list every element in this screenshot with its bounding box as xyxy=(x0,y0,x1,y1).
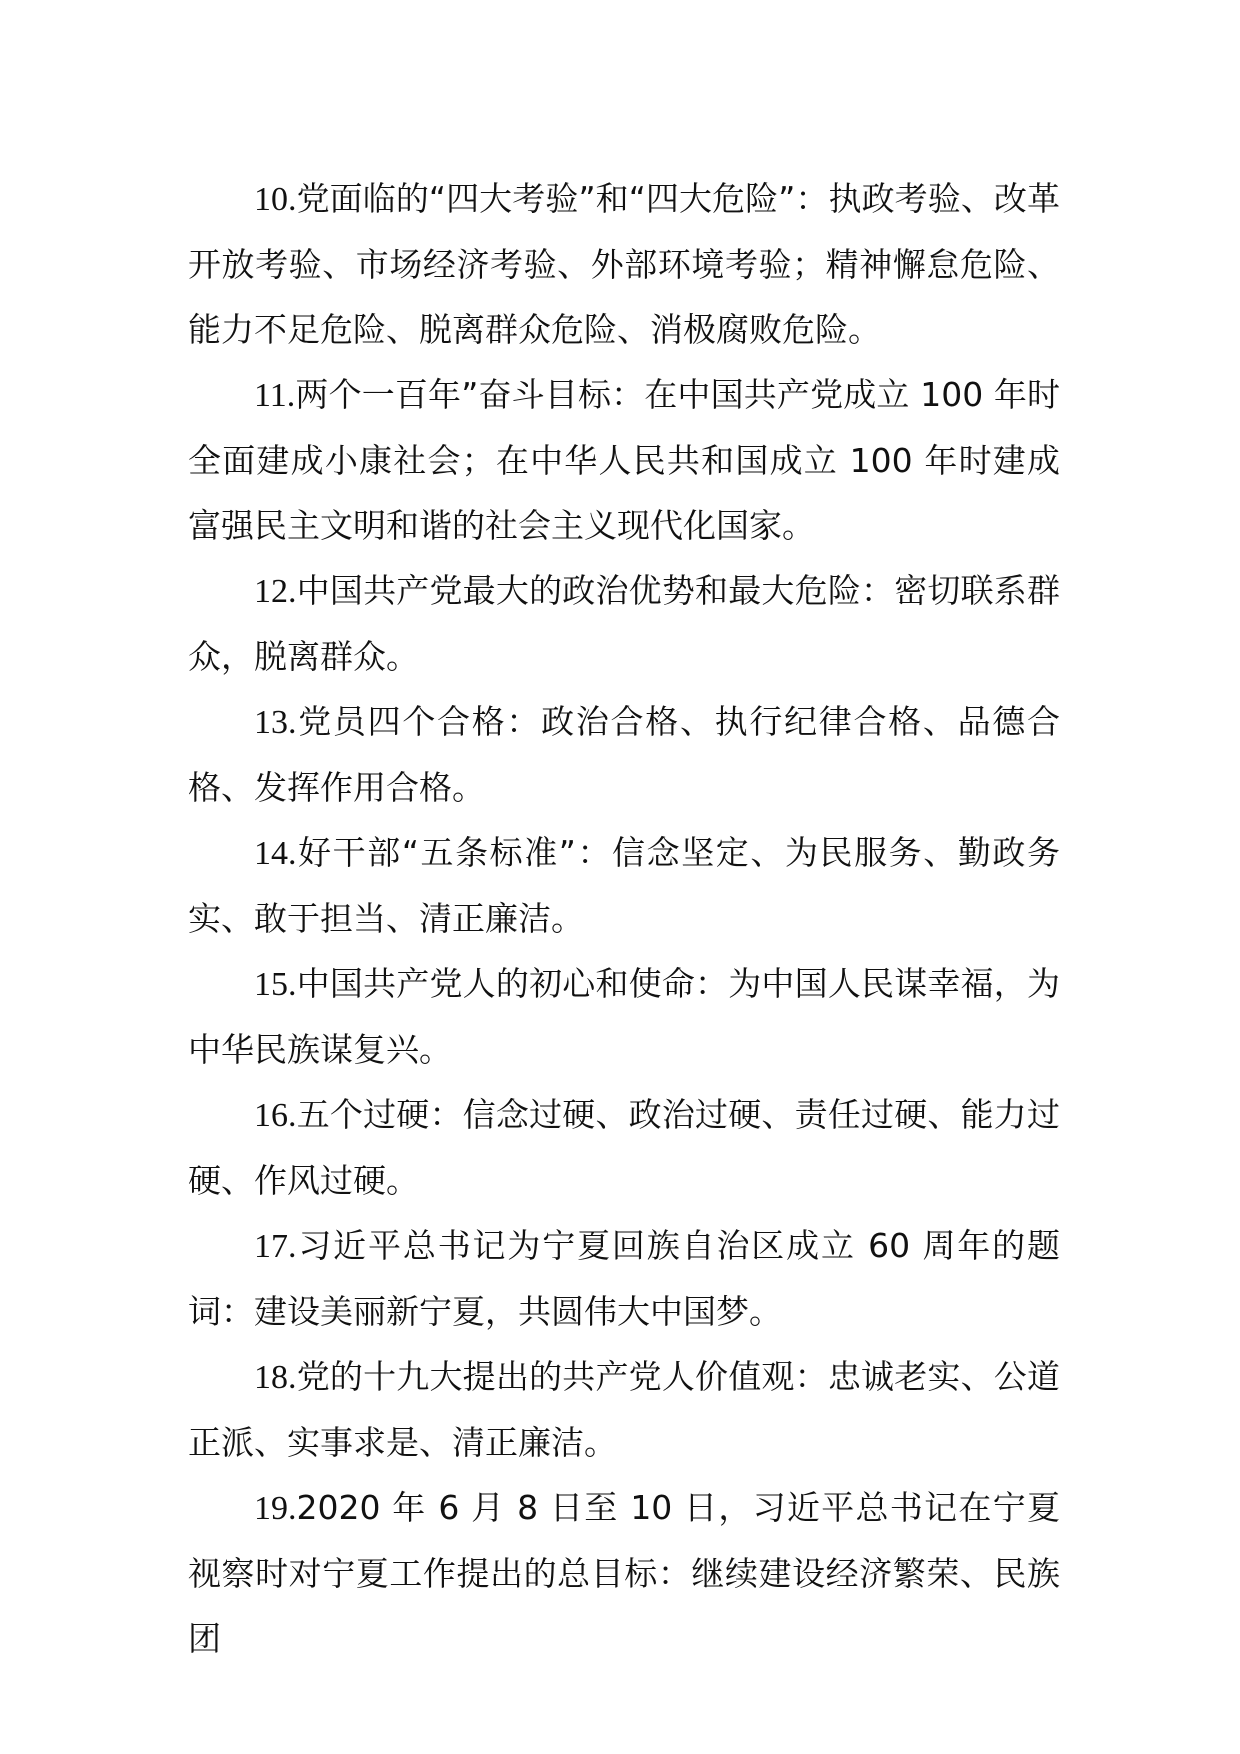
paragraph-text: 五个过硬：信念过硬、政治过硬、责任过硬、能力过硬、作风过硬。 xyxy=(188,1095,1060,1200)
paragraph-16 xyxy=(188,1082,1060,1213)
paragraph-number: 15. xyxy=(254,966,297,1003)
paragraph-15 xyxy=(188,951,1060,1082)
paragraph-text: 党的十九大提出的共产党人价值观：忠诚老实、公道正派、实事求是、清正廉洁。 xyxy=(188,1357,1060,1462)
paragraph-10 xyxy=(188,166,1060,362)
paragraph-text: 习近平总书记为宁夏回族自治区成立 60 周年的题词：建设美丽新宁夏，共圆伟大中国梦。 xyxy=(188,1226,1060,1331)
paragraph-text: 两个一百年”奋斗目标：在中国共产党成立 100 年时全面建成小康社会；在中华人民共和国成立 100 年时建成富强民主文明和谐的社会主义现代化国家。 xyxy=(188,375,1060,545)
paragraph-number: 14. xyxy=(254,835,297,872)
paragraph-11 xyxy=(188,362,1060,558)
paragraph-number: 11. xyxy=(254,377,296,414)
paragraph-19 xyxy=(188,1475,1060,1671)
document-body xyxy=(188,166,1060,1671)
paragraph-number: 17. xyxy=(254,1228,297,1265)
paragraph-text: 2020 年 6 月 8 日至 10 日，习近平总书记在宁夏视察时对宁夏工作提出的总目标：继续建设经济繁荣、民族团 xyxy=(188,1488,1060,1658)
paragraph-number: 16. xyxy=(254,1097,297,1134)
paragraph-text: 中国共产党人的初心和使命：为中国人民谋幸福，为中华民族谋复兴。 xyxy=(188,964,1060,1069)
paragraph-13 xyxy=(188,689,1060,820)
paragraph-text: 党面临的“四大考验”和“四大危险”：执政考验、改革开放考验、市场经济考验、外部环境考验；精神懈怠危险、能力不足危险、脱离群众危险、消极腐败危险。 xyxy=(188,179,1060,349)
paragraph-text: 好干部“五条标准”：信念坚定、为民服务、勤政务实、敢于担当、清正廉洁。 xyxy=(188,833,1060,938)
paragraph-12 xyxy=(188,558,1060,689)
paragraph-number: 13. xyxy=(254,704,297,741)
paragraph-14 xyxy=(188,820,1060,951)
paragraph-text: 中国共产党最大的政治优势和最大危险：密切联系群众，脱离群众。 xyxy=(188,571,1060,676)
paragraph-number: 19. xyxy=(254,1490,297,1527)
paragraph-18 xyxy=(188,1344,1060,1475)
paragraph-number: 12. xyxy=(254,573,297,610)
paragraph-17 xyxy=(188,1213,1060,1344)
paragraph-number: 10. xyxy=(254,181,297,218)
paragraph-text: 党员四个合格：政治合格、执行纪律合格、品德合格、发挥作用合格。 xyxy=(188,702,1060,807)
paragraph-number: 18. xyxy=(254,1359,297,1396)
